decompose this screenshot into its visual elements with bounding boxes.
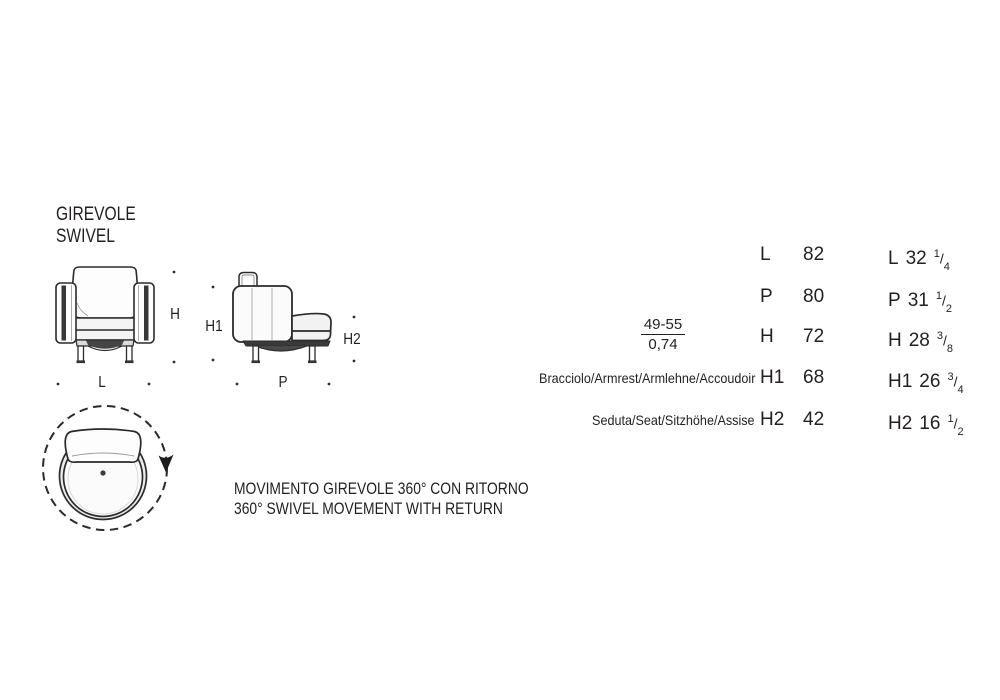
- front-left-leg: [78, 346, 84, 361]
- top-backrest-cushion: [65, 429, 141, 462]
- dim-letter: H1: [760, 367, 785, 388]
- dim-cm-value: 82: [803, 244, 825, 265]
- inch-fraction: $^1/_4$: [933, 248, 950, 274]
- frac-numerator: 3: [947, 371, 954, 383]
- frac-denominator: 4: [943, 261, 950, 274]
- dim-cm-value: 68: [803, 367, 825, 388]
- inch-letter: H2: [888, 412, 913, 434]
- frac-denominator: 2: [957, 426, 964, 439]
- dim-letter: L: [760, 244, 771, 265]
- spec-row-H2: [0, 409, 1000, 439]
- frac-numerator: 1: [935, 290, 942, 302]
- title-italian: GIREVOLE: [56, 203, 136, 225]
- volume-value: 0,74: [648, 336, 678, 353]
- weight-range: 49-55: [641, 316, 685, 335]
- product-title: [56, 204, 156, 247]
- dim-cm-value: 80: [803, 286, 825, 307]
- inch-letter: H1: [888, 370, 913, 392]
- frac-numerator: 1: [933, 248, 940, 260]
- side-back-leg: [310, 346, 316, 361]
- dim-inch-value: [888, 409, 964, 439]
- label-H2: H2: [343, 331, 361, 348]
- spec-row-H1: [0, 367, 1000, 397]
- spec-row-H: [0, 326, 1000, 356]
- frac-denominator: 8: [946, 343, 954, 356]
- dim-inch-value: [888, 244, 950, 274]
- front-view-drawing: [56, 267, 154, 363]
- spec-row-P: [0, 286, 1000, 316]
- inch-letter: H: [888, 329, 902, 351]
- dim-inch-value: [888, 326, 954, 356]
- inch-letter: P: [888, 289, 901, 311]
- dim-letter: H2: [760, 409, 785, 430]
- spec-row-L: [0, 244, 1000, 274]
- row-label-seat: Seduta/Seat/Sitzhöhe/Assise: [592, 412, 755, 428]
- front-right-leg: [127, 346, 133, 361]
- title-english: SWIVEL: [56, 224, 115, 247]
- dim-cm-value: 42: [803, 409, 825, 430]
- movement-note: [234, 480, 585, 519]
- movement-note-english: 360° SWIVEL MOVEMENT WITH RETURN: [234, 499, 503, 518]
- dim-inch-value: [888, 367, 964, 397]
- swivel-center-dot: [100, 470, 105, 475]
- frac-denominator: 2: [945, 303, 952, 316]
- side-front-leg: [253, 346, 259, 361]
- movement-note-italian: MOVIMENTO GIREVOLE 360° CON RITORNO: [234, 480, 529, 498]
- inch-whole: 16: [919, 412, 941, 434]
- label-P: P: [278, 374, 288, 391]
- inch-whole: 28: [908, 329, 930, 351]
- dim-inch-value: [888, 286, 952, 316]
- inch-whole: 26: [919, 370, 941, 392]
- frac-numerator: 3: [936, 330, 943, 342]
- inch-fraction: $^3/_4$: [947, 371, 964, 397]
- label-H: H: [170, 306, 180, 323]
- inch-fraction: $^1/_2$: [935, 290, 952, 316]
- dim-cm-value: 72: [803, 326, 825, 347]
- inch-whole: 32: [905, 247, 927, 269]
- frac-numerator: 1: [947, 413, 954, 425]
- dim-letter: P: [760, 286, 773, 307]
- dim-letter: H: [760, 326, 774, 347]
- inch-fraction: $^1/_2$: [947, 413, 964, 439]
- frac-denominator: 4: [957, 384, 964, 397]
- label-L: L: [98, 374, 106, 391]
- inch-whole: 31: [907, 289, 929, 311]
- inch-letter: L: [888, 247, 899, 269]
- label-H1: H1: [205, 318, 223, 335]
- row-label-armrest: Bracciolo/Armrest/Armlehne/Accoudoir: [538, 370, 755, 386]
- inch-fraction: $^3/_8$: [936, 330, 954, 356]
